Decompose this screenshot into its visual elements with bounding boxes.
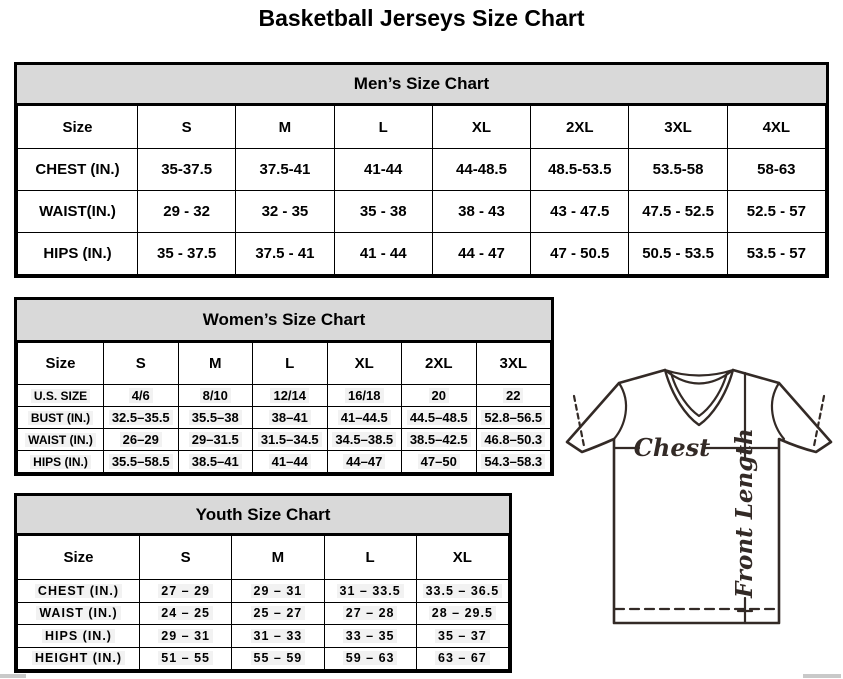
chest-label: Chest	[633, 433, 711, 462]
table-cell: 48.5-53.5	[531, 149, 629, 191]
size-header-row	[18, 343, 551, 385]
column-header: 3XL	[629, 106, 727, 149]
table-row	[18, 385, 551, 407]
cuff-stitch-left	[574, 396, 584, 446]
table-cell: 32 - 35	[236, 191, 334, 233]
table-row	[18, 625, 509, 648]
table-row	[18, 580, 509, 603]
table-cell: 47.5 - 52.5	[629, 191, 727, 233]
youth-size-table	[17, 535, 509, 670]
table-cell: 44-48.5	[432, 149, 530, 191]
womens-size-table	[17, 342, 551, 473]
table-cell: 41-44	[334, 149, 432, 191]
column-header: M	[236, 106, 334, 149]
table-cell: 46.8–50.3	[476, 429, 551, 451]
table-cell: 29–31.5	[178, 429, 253, 451]
table-cell: 28 – 29.5	[416, 602, 508, 625]
column-header: XL	[432, 106, 530, 149]
table-cell: 31.5–34.5	[253, 429, 328, 451]
armhole-seam-left	[614, 383, 626, 439]
size-header-row	[18, 536, 509, 580]
table-row	[18, 451, 551, 473]
mens-size-table	[17, 105, 826, 275]
table-cell: 29 – 31	[140, 625, 232, 648]
table-cell: 25 – 27	[232, 602, 324, 625]
table-cell: 24 – 25	[140, 602, 232, 625]
row-label: CHEST (IN.)	[18, 149, 138, 191]
table-cell: 58-63	[727, 149, 825, 191]
cuff-stitch-right	[814, 396, 824, 446]
table-cell: 38.5–42.5	[402, 429, 477, 451]
mens-size-chart	[14, 62, 829, 278]
table-cell: 35 - 38	[334, 191, 432, 233]
table-cell: 29 – 31	[232, 580, 324, 603]
column-header: L	[334, 106, 432, 149]
table-cell: 59 – 63	[324, 647, 416, 670]
table-cell: 22	[476, 385, 551, 407]
column-header: S	[138, 106, 236, 149]
table-cell: 41 - 44	[334, 233, 432, 275]
table-cell: 43 - 47.5	[531, 191, 629, 233]
table-cell: 55 – 59	[232, 647, 324, 670]
row-label: HIPS (IN.)	[18, 233, 138, 275]
youth-size-chart	[14, 493, 512, 673]
table-cell: 8/10	[178, 385, 253, 407]
table-cell: 41–44.5	[327, 407, 402, 429]
womens-size-chart	[14, 297, 554, 476]
table-cell: 38.5–41	[178, 451, 253, 473]
table-cell: 4/6	[104, 385, 179, 407]
row-label: HIPS (IN.)	[18, 451, 104, 473]
page-title: Basketball Jerseys Size Chart	[258, 5, 585, 31]
row-label: HIPS (IN.)	[18, 625, 140, 648]
row-label: WAIST (IN.)	[18, 602, 140, 625]
table-cell: 51 – 55	[140, 647, 232, 670]
table-row	[18, 191, 826, 233]
jersey-measurement-diagram	[555, 340, 843, 630]
table-cell: 27 – 28	[324, 602, 416, 625]
table-cell: 41–44	[253, 451, 328, 473]
horizontal-scrollbar-fragment-left[interactable]	[0, 674, 26, 678]
column-header: 4XL	[727, 106, 825, 149]
table-cell: 31 – 33	[232, 625, 324, 648]
table-cell: 12/14	[253, 385, 328, 407]
table-row	[18, 233, 826, 275]
column-header: L	[253, 343, 328, 385]
table-cell: 37.5 - 41	[236, 233, 334, 275]
row-label: HEIGHT (IN.)	[18, 647, 140, 670]
table-cell: 53.5-58	[629, 149, 727, 191]
table-cell: 54.3–58.3	[476, 451, 551, 473]
table-cell: 63 – 67	[416, 647, 508, 670]
collar-back-arc	[665, 370, 733, 376]
table-cell: 52.8–56.5	[476, 407, 551, 429]
column-header: Size	[18, 106, 138, 149]
table-cell: 33.5 – 36.5	[416, 580, 508, 603]
table-row	[18, 429, 551, 451]
jersey-outline	[567, 370, 831, 623]
table-cell: 29 - 32	[138, 191, 236, 233]
table-row	[18, 647, 509, 670]
table-cell: 34.5–38.5	[327, 429, 402, 451]
column-header: XL	[416, 536, 508, 580]
row-label: U.S. SIZE	[18, 385, 104, 407]
row-label: CHEST (IN.)	[18, 580, 140, 603]
table-cell: 50.5 - 53.5	[629, 233, 727, 275]
size-header-row	[18, 106, 826, 149]
table-cell: 44 - 47	[432, 233, 530, 275]
table-cell: 27 – 29	[140, 580, 232, 603]
table-cell: 16/18	[327, 385, 402, 407]
horizontal-scrollbar-fragment-right[interactable]	[803, 674, 841, 678]
table-row	[18, 602, 509, 625]
table-cell: 52.5 - 57	[727, 191, 825, 233]
table-cell: 32.5–35.5	[104, 407, 179, 429]
column-header: 2XL	[402, 343, 477, 385]
column-header: XL	[327, 343, 402, 385]
row-label: WAIST(IN.)	[18, 191, 138, 233]
table-cell: 35 - 37.5	[138, 233, 236, 275]
armhole-seam-right	[772, 383, 784, 439]
table-cell: 47 - 50.5	[531, 233, 629, 275]
table-cell: 35 – 37	[416, 625, 508, 648]
column-header: M	[232, 536, 324, 580]
column-header: Size	[18, 536, 140, 580]
column-header: 3XL	[476, 343, 551, 385]
table-cell: 26–29	[104, 429, 179, 451]
youth-table-caption: Youth Size Chart	[17, 496, 509, 535]
front-length-label: Front Length	[731, 428, 758, 598]
column-header: L	[324, 536, 416, 580]
table-cell: 44–47	[327, 451, 402, 473]
table-cell: 38–41	[253, 407, 328, 429]
table-cell: 44.5–48.5	[402, 407, 477, 429]
table-cell: 31 – 33.5	[324, 580, 416, 603]
column-header: S	[104, 343, 179, 385]
column-header: S	[140, 536, 232, 580]
mens-table-caption: Men’s Size Chart	[17, 65, 826, 105]
column-header: Size	[18, 343, 104, 385]
table-cell: 53.5 - 57	[727, 233, 825, 275]
table-cell: 47–50	[402, 451, 477, 473]
table-cell: 33 – 35	[324, 625, 416, 648]
table-cell: 35.5–58.5	[104, 451, 179, 473]
column-header: M	[178, 343, 253, 385]
table-row	[18, 149, 826, 191]
table-cell: 38 - 43	[432, 191, 530, 233]
table-row	[18, 407, 551, 429]
row-label: WAIST (IN.)	[18, 429, 104, 451]
table-cell: 35-37.5	[138, 149, 236, 191]
table-cell: 35.5–38	[178, 407, 253, 429]
column-header: 2XL	[531, 106, 629, 149]
table-cell: 37.5-41	[236, 149, 334, 191]
womens-table-caption: Women’s Size Chart	[17, 300, 551, 342]
row-label: BUST (IN.)	[18, 407, 104, 429]
table-cell: 20	[402, 385, 477, 407]
